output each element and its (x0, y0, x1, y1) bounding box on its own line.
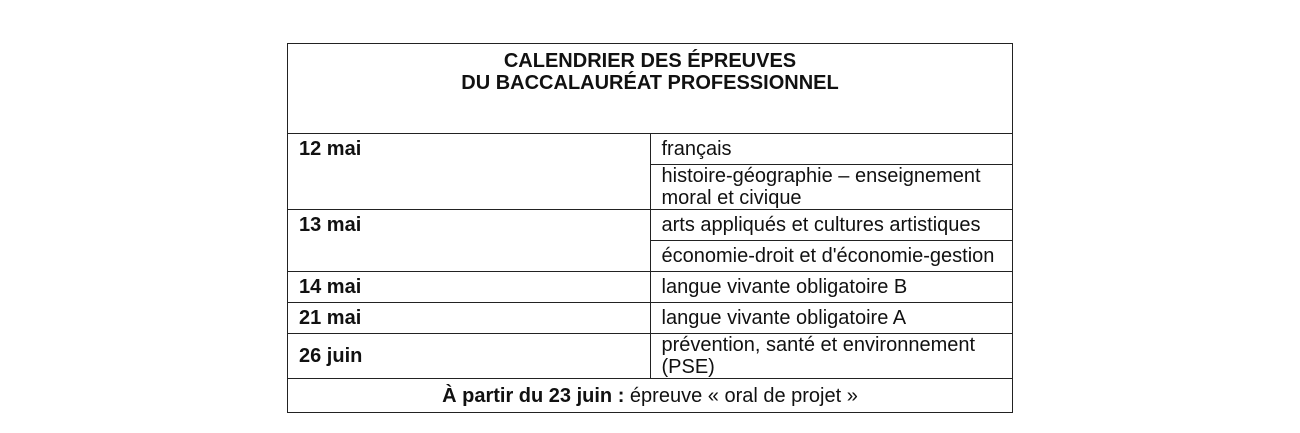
table-row (288, 210, 1013, 241)
event-cell: langue vivante obligatoire A (650, 303, 1013, 334)
date-cell: 13 mai (288, 210, 651, 272)
title-line-2: DU BACCALAURÉAT PROFESSIONNEL (461, 72, 839, 94)
footer-date-label: À partir du 23 juin : (442, 384, 625, 407)
footer-event-text: épreuve « oral de projet » (624, 384, 858, 407)
footer-row (288, 379, 1013, 413)
event-cell: histoire-géographie – enseignement moral et civique (650, 165, 1013, 210)
exam-calendar-table (287, 43, 1013, 413)
date-cell: 26 juin (288, 334, 651, 379)
event-cell: français (650, 134, 1013, 165)
event-cell: langue vivante obligatoire B (650, 272, 1013, 303)
date-cell: 14 mai (288, 272, 651, 303)
date-cell: 12 mai (288, 134, 651, 210)
event-cell: prévention, santé et environnement (PSE) (650, 334, 1013, 379)
event-cell: arts appliqués et cultures artistiques (650, 210, 1013, 241)
table-row (288, 272, 1013, 303)
calendar-title (288, 44, 1013, 134)
title-line-1: CALENDRIER DES ÉPREUVES (503, 50, 797, 72)
table-row (288, 303, 1013, 334)
footer-note (288, 379, 1013, 413)
date-cell: 21 mai (288, 303, 651, 334)
table-row (288, 134, 1013, 165)
table-row (288, 334, 1013, 379)
title-row (288, 44, 1013, 134)
event-cell: économie-droit et d'économie-gestion (650, 241, 1013, 272)
